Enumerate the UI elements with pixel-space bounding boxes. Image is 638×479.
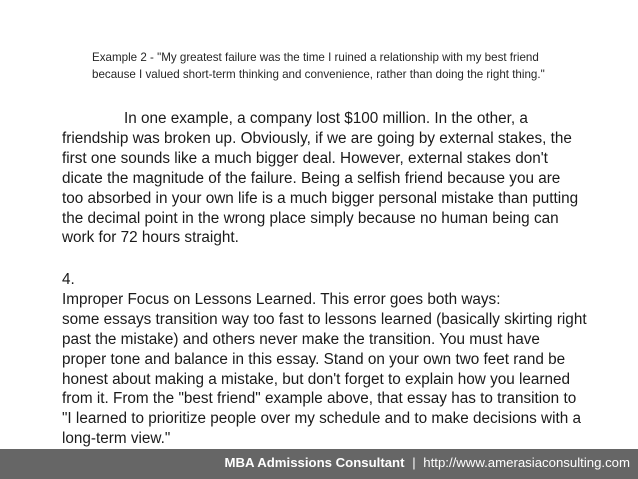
item-heading: Improper Focus on Lessons Learned. This error goes both ways: — [62, 290, 501, 308]
footer-url-link[interactable]: http://www.amerasiaconsulting.com — [423, 455, 630, 470]
footer-separator: | — [412, 455, 416, 470]
paragraph-line: past the mistake) and others never make the transition. You must have — [62, 330, 540, 348]
footer-brand: MBA Admissions Consultant — [224, 455, 405, 470]
footer-bar — [0, 449, 638, 479]
paragraph-line: proper tone and balance in this essay. Stand on your own two feet rand be — [62, 350, 566, 368]
paragraph-line: from it. From the "best friend" example above, that essay has to transition to — [62, 390, 577, 408]
paragraph-failure-comparison — [62, 109, 632, 248]
numbered-heading-line — [62, 270, 632, 310]
paragraph-line: dicate the magnitude of the failure. Being a selfish friend because you are — [62, 169, 561, 187]
paragraph-lessons-learned — [62, 270, 632, 449]
paragraph-line: honest about making a mistake, but don't forget to explain how you learned — [62, 370, 571, 388]
paragraph-line: too absorbed in your own life is a much bigger personal mistake than putting — [62, 189, 579, 207]
paragraph-line: first one sounds like a much bigger deal. However, external stakes don't — [62, 149, 548, 167]
paragraph-line: "I learned to prioritize people over my schedule and to make decisions with a — [62, 410, 582, 428]
paragraph-line: long-term view." — [62, 430, 171, 448]
paragraph-line: the decimal point in the wrong place simply because no human being can — [62, 209, 559, 227]
paragraph-line: In one example, a company lost $100 million. In the other, a — [124, 110, 528, 127]
item-number: 4. — [62, 271, 75, 288]
paragraph-line: friendship was broken up. Obviously, if we are going by external stakes, the — [62, 129, 572, 147]
quote-line: Example 2 - "My greatest failure was the time I ruined a relationship with my best friend — [92, 51, 539, 64]
paragraph-line: some essays transition way too fast to lessons learned (basically skirting right — [62, 310, 587, 328]
footer-content — [225, 455, 630, 470]
example-quote — [92, 49, 592, 83]
quote-line: because I valued short-term thinking and convenience, rather than doing the right thing." — [92, 68, 545, 81]
paragraph-line: work for 72 hours straight. — [62, 229, 239, 247]
